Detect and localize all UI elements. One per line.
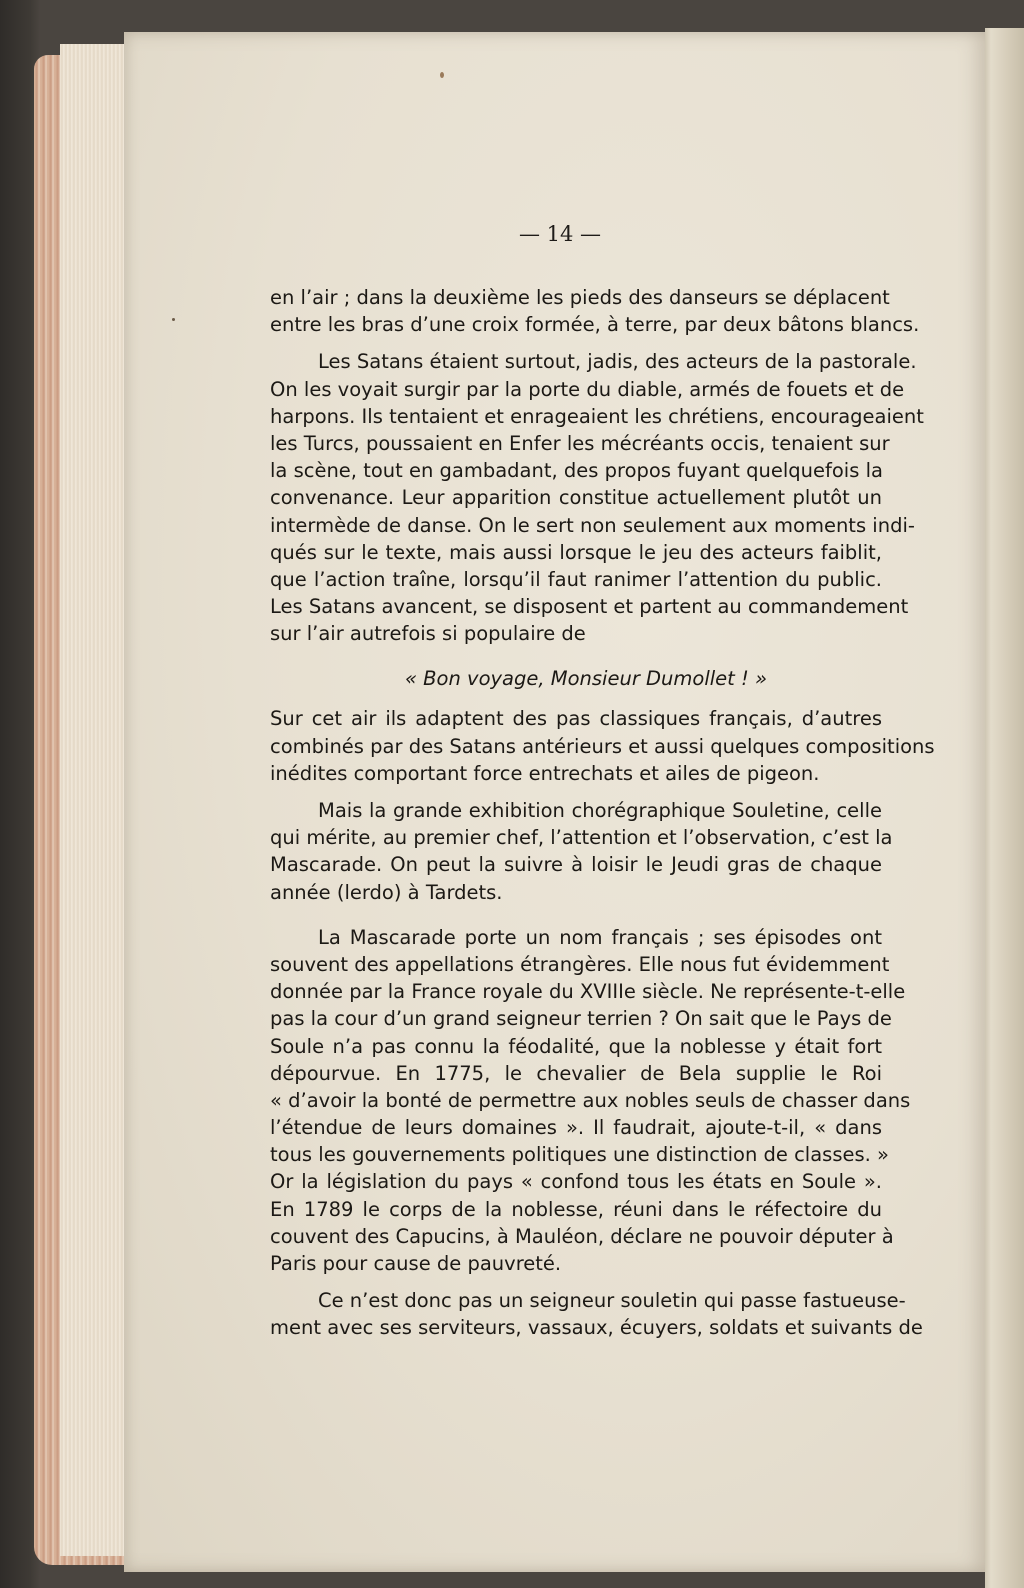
text-line: en l’air ; dans la deuxième les pieds des danseurs se déplacent — [270, 286, 890, 309]
text-line: « d’avoir la bonté de permettre aux nobles seuls de chasser dans — [270, 1088, 911, 1112]
text-line: Ce n’est donc pas un seigneur souletin qui passe fastueuse- — [318, 1289, 906, 1313]
text-line: On les voyait surgir par la porte du diable, armés de fouets et de — [270, 377, 905, 401]
text-line: Les Satans étaient surtout, jadis, des acteurs de la pastorale. — [318, 350, 917, 374]
text-line: Soule n’a pas connu la féodalité, que la noblesse y était fort — [270, 1034, 882, 1058]
text-line: Mais la grande exhibition chorégraphique Souletine, celle — [318, 799, 882, 822]
text-line: harpons. Ils tentaient et enrageaient les chrétiens, encourageaient — [270, 404, 924, 428]
paper-speck — [172, 318, 175, 321]
quoted-song-title: « Bon voyage, Monsieur Dumollet ! » — [404, 667, 768, 691]
text-line: ment avec ses serviteurs, vassaux, écuyers, soldats et suivants de — [270, 1316, 923, 1340]
text-line: Mascarade. On peut la suivre à loisir le Jeudi gras de chaque — [270, 853, 882, 877]
text-line: couvent des Capucins, à Mauléon, déclare ne pouvoir députer à — [270, 1224, 894, 1248]
page-number: — 14 — — [518, 222, 602, 246]
text-line: pas la cour d’un grand seigneur terrien ? On sait que le Pays de — [270, 1007, 892, 1031]
text-line: La Mascarade porte un nom français ; ses épisodes ont — [318, 925, 882, 949]
text-line: qui mérite, au premier chef, l’attention et l’observation, c’est la — [270, 826, 893, 850]
body-text — [270, 284, 935, 1342]
facing-page-edge — [985, 28, 1024, 1588]
text-line: donnée par la France royale du XVIIIe siècle. Ne représente-t-elle — [270, 980, 906, 1004]
text-line: Sur cet air ils adaptent des pas classiques français, d’autres — [270, 707, 882, 731]
text-line: combinés par des Satans antérieurs et aussi quelques compositions — [270, 734, 935, 758]
text-line: que l’action traîne, lorsqu’il faut ranimer l’attention du public. — [270, 567, 882, 591]
text-line: qués sur le texte, mais aussi lorsque le jeu des acteurs faiblit, — [270, 540, 882, 564]
text-line: année (lerdo) à Tardets. — [270, 880, 503, 904]
text-line: les Turcs, poussaient en Enfer les mécréants occis, tenaient sur — [270, 431, 890, 455]
text-line: sur l’air autrefois si populaire de — [270, 622, 586, 646]
text-line: l’étendue de leurs domaines ». Il faudrait, ajoute-t-il, « dans — [270, 1116, 882, 1140]
text-line: Les Satans avancent, se disposent et partent au commandement — [270, 595, 909, 619]
text-line: tous les gouvernements politiques une distinction de classes. » — [270, 1143, 889, 1167]
text-line: la scène, tout en gambadant, des propos fuyant quelquefois la — [270, 459, 883, 483]
text-line: convenance. Leur apparition constitue actuellement plutôt un — [270, 486, 882, 510]
text-line: inédites comportant force entrechats et ailes de pigeon. — [270, 761, 820, 785]
text-line: Paris pour cause de pauvreté. — [270, 1252, 562, 1275]
text-line: intermède de danse. On le sert non seulement aux moments indi- — [270, 513, 915, 537]
text-line: En 1789 le corps de la noblesse, réuni dans le réfectoire du — [270, 1197, 882, 1221]
text-line: souvent des appellations étrangères. Elle nous fut évidemment — [270, 952, 890, 976]
paper-stain — [440, 72, 444, 78]
text-line: entre les bras d’une croix formée, à terre, par deux bâtons blancs. — [270, 313, 920, 337]
text-line: dépourvue. En 1775, le chevalier de Bela supplie le Roi — [270, 1061, 882, 1085]
text-line: Or la législation du pays « confond tous les états en Soule ». — [270, 1170, 882, 1194]
